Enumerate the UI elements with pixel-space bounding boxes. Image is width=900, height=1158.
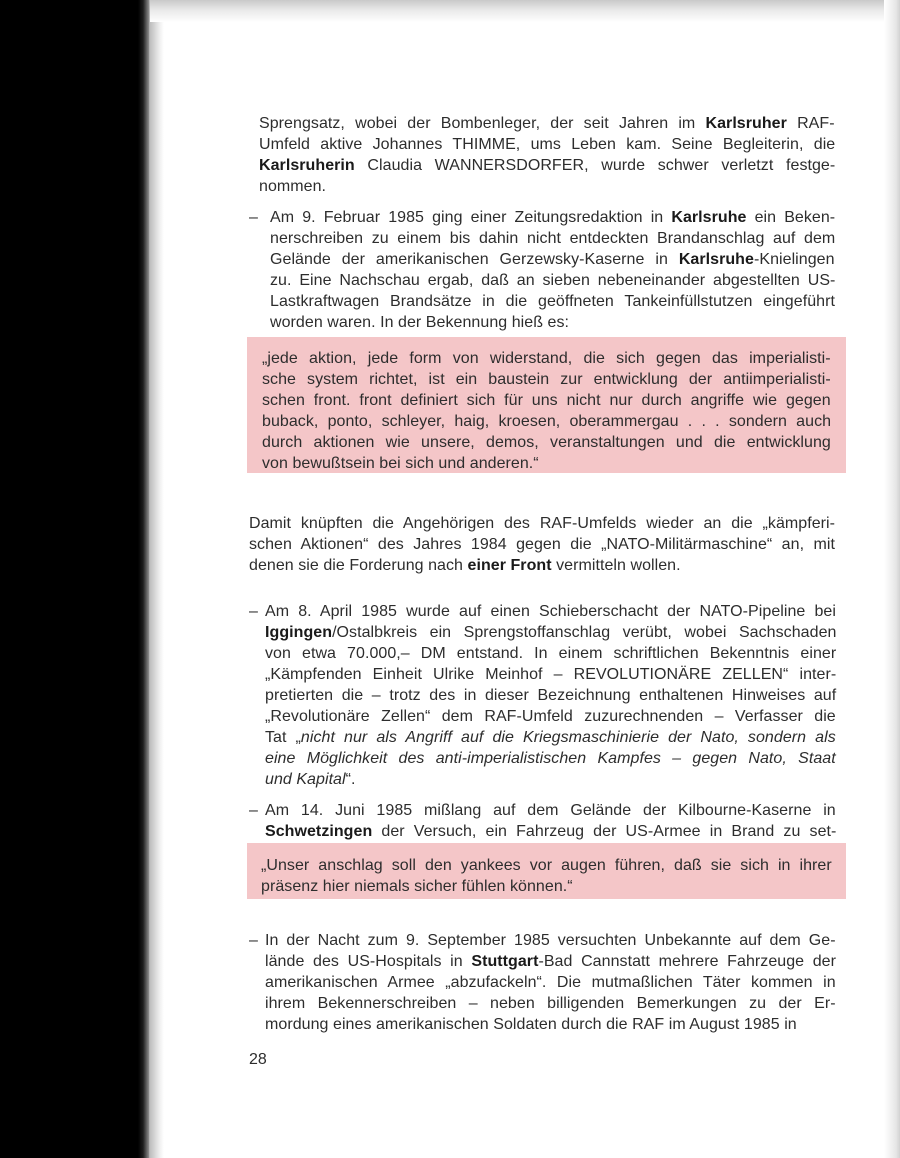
page-right-fold <box>884 0 900 1158</box>
text-segment: nommen. <box>259 178 327 195</box>
text-line <box>265 1014 797 1035</box>
bold-text: Karlsruhe <box>671 209 747 226</box>
text-segment: lände des US-Hospitals in <box>265 953 472 970</box>
text-line <box>265 622 836 643</box>
text-segment: schen Aktionen“ des Jahres 1984 gegen die „NATO-Militärmaschine“ an, mit <box>249 536 835 553</box>
text-line <box>249 555 681 576</box>
text-segment: Sprengsatz, wobei der Bombenleger, der seit Jahren im <box>259 115 706 132</box>
text-line <box>270 228 835 249</box>
text-line <box>261 855 832 876</box>
text-segment: Umfeld aktive Johannes THIMME, ums Leben kam. Seine Begleiterin, die <box>259 136 836 153</box>
italic-text: und Kapital <box>265 771 346 788</box>
text-segment: Claudia WANNERSDORFER, wurde schwer verletzt festge- <box>354 157 836 174</box>
bullet-dash: – <box>249 932 258 949</box>
text-line <box>265 951 836 972</box>
text-line <box>270 207 835 228</box>
text-segment: mordung eines amerikanischen Soldaten durch die RAF im August 1985 in <box>265 1016 797 1033</box>
text-segment: „Revolutionäre Zellen“ dem RAF-Umfeld zuzurechnenden – Verfasser die <box>265 708 836 725</box>
text-line <box>265 643 836 664</box>
text-line <box>259 176 326 197</box>
page-top-edge <box>150 0 900 22</box>
text-line <box>270 249 835 270</box>
text-segment: Gelände der amerikanischen Gerzewsky-Kaserne in <box>270 251 679 268</box>
text-line <box>265 993 836 1014</box>
text-line <box>270 312 569 333</box>
text-segment: nerschreiben zu einem bis dahin nicht entdeckten Brandanschlag auf dem <box>270 230 836 247</box>
text-segment: sche system richtet, ist ein baustein zur entwicklung der antiimperialisti- <box>262 371 831 388</box>
text-segment: “. <box>345 771 356 788</box>
text-line <box>265 664 836 685</box>
text-segment: amerikanischen Armee „abzufackeln“. Die mutmaßlichen Täter kommen in <box>265 974 836 991</box>
text-segment: von bewußtsein bei sich und anderen.“ <box>262 455 539 472</box>
text-segment: ein Beken- <box>746 209 836 226</box>
page-number: 28 <box>249 1051 267 1068</box>
text-segment: Am 14. Juni 1985 mißlang auf dem Gelände der Kilbourne-Kaserne in <box>265 802 836 819</box>
text-segment: Am 8. April 1985 wurde auf einen Schieberschacht der NATO-Pipeline bei <box>265 603 836 620</box>
text-segment: buback, ponto, schleyer, haig, kroesen, oberammergau . . . sondern auch <box>262 413 832 430</box>
text-line <box>261 876 573 897</box>
bold-text: Schwetzingen <box>265 823 373 840</box>
text-line <box>262 453 539 474</box>
text-line <box>262 348 831 369</box>
text-line <box>265 706 836 727</box>
text-segment: „Unser anschlag soll den yankees vor augen führen, daß sie sich in ihrer <box>261 857 832 874</box>
text-line <box>262 432 831 453</box>
text-line <box>265 800 836 821</box>
text-segment: Tat „ <box>265 729 301 746</box>
bold-text: Karlsruher <box>705 115 787 132</box>
bullet-dash: – <box>249 802 258 819</box>
text-segment: „Kämpfenden Einheit Ulrike Meinhof – REVOLUTIONÄRE ZELLEN“ inter- <box>265 666 837 683</box>
text-segment: durch aktionen wie unsere, demos, veranstaltungen und die entwicklung <box>262 434 831 451</box>
bullet-dash: – <box>249 209 258 226</box>
text-segment: zu. Eine Nachschau ergab, daß an sieben nebeneinander abgestellten US- <box>270 272 836 289</box>
bold-text: Iggingen <box>265 624 333 641</box>
text-line <box>262 369 831 390</box>
text-segment: -Bad Cannstatt mehrere Fahrzeuge der <box>538 953 837 970</box>
text-line <box>265 601 836 622</box>
text-segment: von etwa 70.000,– DM entstand. In einem schriftlichen Bekenntnis einer <box>265 645 837 662</box>
bold-text: Stuttgart <box>471 953 539 970</box>
text-line <box>262 390 831 411</box>
italic-text: eine Möglichkeit des anti-imperialistischen Kampfes – gegen Nato, Staat <box>265 750 836 767</box>
text-segment: präsenz hier niemals sicher fühlen können.“ <box>261 878 573 895</box>
text-segment: In der Nacht zum 9. September 1985 versuchten Unbekannte auf dem Ge- <box>265 932 836 949</box>
text-segment: /Ostalbkreis ein Sprengstoffanschlag verübt, wobei Sachschaden <box>332 624 837 641</box>
text-line <box>249 513 835 534</box>
bold-text: Karlsruherin <box>259 157 355 174</box>
text-segment: pretierten die – trotz des in dieser Bezeichnung enthaltenen Hinweises auf <box>265 687 837 704</box>
text-line <box>259 134 835 155</box>
text-segment: vermitteln wollen. <box>551 557 681 574</box>
text-line <box>259 113 835 134</box>
text-line <box>265 748 836 769</box>
text-line <box>265 769 356 790</box>
text-segment: -Knielingen <box>753 251 835 268</box>
text-line <box>265 685 836 706</box>
scan-black-border <box>0 0 150 1158</box>
text-line <box>249 534 835 555</box>
text-line <box>265 930 836 951</box>
text-segment: Damit knüpften die Angehörigen des RAF-Umfelds wieder an die „kämpferi- <box>249 515 836 532</box>
bullet-dash: – <box>249 603 258 620</box>
bold-text: einer Front <box>467 557 552 574</box>
text-line <box>270 291 835 312</box>
text-line <box>265 972 836 993</box>
text-segment: Lastkraftwagen Brandsätze in die geöffneten Tankeinfüllstutzen eingeführt <box>270 293 835 310</box>
text-segment: ihrem Bekennerschreiben – neben billigenden Bemerkungen zu der Er- <box>265 995 836 1012</box>
text-segment: Am 9. Februar 1985 ging einer Zeitungsredaktion in <box>270 209 672 226</box>
text-segment: denen sie die Forderung nach <box>249 557 468 574</box>
bold-text: Karlsruhe <box>678 251 754 268</box>
text-line <box>265 821 836 842</box>
text-segment: der Versuch, ein Fahrzeug der US-Armee in Brand zu set- <box>372 823 837 840</box>
text-segment: RAF- <box>786 115 835 132</box>
text-segment: schen front. front definiert sich für uns nicht nur durch angriffe wie gegen <box>262 392 831 409</box>
text-line <box>270 270 835 291</box>
text-segment: worden waren. In der Bekennung hieß es: <box>270 314 570 331</box>
book-spine-shadow <box>150 0 164 1158</box>
text-segment: „jede aktion, jede form von widerstand, die sich gegen das imperialisti- <box>262 350 831 367</box>
text-line <box>262 411 831 432</box>
text-line <box>259 155 835 176</box>
italic-text: nicht nur als Angriff auf die Kriegsmaschinierie der Nato, sondern als <box>300 729 836 746</box>
text-line <box>265 727 836 748</box>
